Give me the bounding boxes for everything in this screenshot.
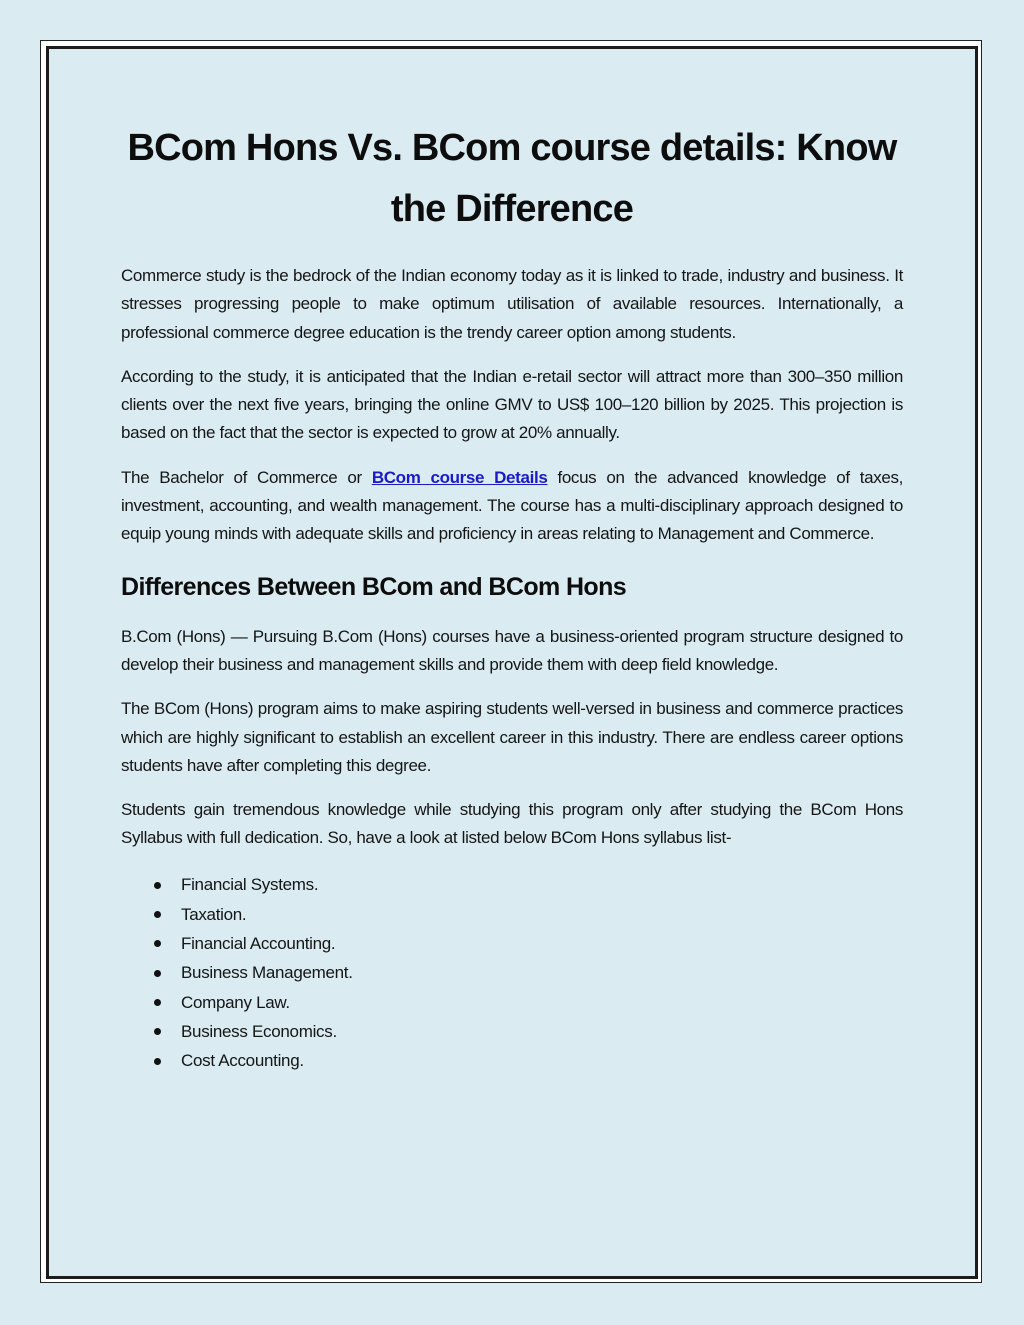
section-heading: Differences Between BCom and BCom Hons <box>121 572 627 601</box>
list-item-label: Cost Accounting. <box>181 1051 304 1071</box>
intro-paragraph: Commerce study is the bedrock of the Indian economy today as it is linked to trade, industry and business. It stresses progressing people to make optimum utilisation of available resources. Internationally, a professional commerce degree education is the trendy career option among students. <box>121 266 903 342</box>
bachelor-paragraph <box>121 464 903 549</box>
list-item <box>121 959 903 988</box>
bullet-icon <box>154 970 161 977</box>
list-item-label: Business Management. <box>181 963 353 983</box>
bullet-icon <box>154 882 161 889</box>
bullet-icon <box>154 911 161 918</box>
list-item <box>121 1017 903 1046</box>
list-item-label: Taxation. <box>181 904 247 924</box>
list-item-label: Financial Accounting. <box>181 933 336 953</box>
document-content <box>121 118 903 1076</box>
study-paragraph: According to the study, it is anticipated that the Indian e-retail sector will attract more than 300–350 million clients over the next five years, bringing the online GMV to US$ 100–120 billion by 2025. This projection is based on the fact that the sector is expected to grow at 20% annually. <box>121 366 903 443</box>
syllabus-intro-paragraph: Students gain tremendous knowledge while studying this program only after studying the BCom Hons Syllabus with full dedication. So, have a look at listed below BCom Hons syllabus list- <box>121 800 903 848</box>
bullet-icon <box>154 1028 161 1035</box>
list-item-label: Business Economics. <box>181 1021 337 1041</box>
hons-intro-paragraph: B.Com (Hons) — Pursuing B.Com (Hons) courses have a business-oriented program structure designed to develop their business and management skills and provide them with deep field knowledge. <box>121 626 903 674</box>
bcom-course-details-link[interactable]: BCom course Details <box>371 467 548 487</box>
list-item <box>121 871 903 900</box>
bachelor-text-before-link: The Bachelor of Commerce or <box>121 467 372 487</box>
list-item <box>121 900 903 929</box>
list-item <box>121 988 903 1017</box>
bachelor-text-after-link: focus on the advanced knowledge of taxes, investment, accounting, and wealth management. The course has a multi-disciplinary approach designed to equip young minds with adequate skills and proficiency in areas relating to Management and Commerce. <box>121 467 903 544</box>
bullet-icon <box>154 1058 161 1065</box>
bullet-icon <box>154 999 161 1006</box>
hons-program-paragraph: The BCom (Hons) program aims to make aspiring students well-versed in business and commerce practices which are highly significant to establish an excellent career in this industry. There are endless career options students have after completing this degree. <box>121 699 903 775</box>
list-item-label: Financial Systems. <box>181 875 319 895</box>
page-title: BCom Hons Vs. BCom course details: Know the Difference <box>127 127 897 230</box>
syllabus-list <box>121 871 903 1076</box>
list-item-label: Company Law. <box>181 992 290 1012</box>
list-item <box>121 1047 903 1076</box>
bullet-icon <box>154 940 161 947</box>
list-item <box>121 929 903 958</box>
